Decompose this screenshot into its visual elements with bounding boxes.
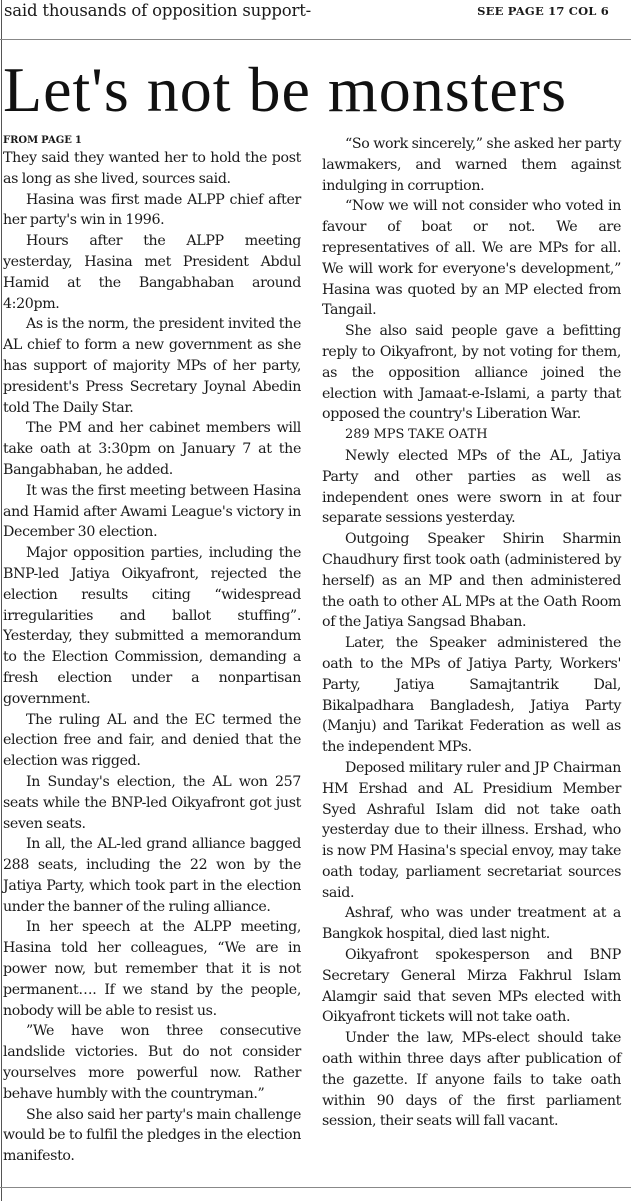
paragraph: In all, the AL-led grand alliance bagged 288 seats, including the 22 won by the Jatiya Party, which took part in the election under the banner of the ruling alliance.: [3, 836, 301, 915]
page-left-border: [1, 0, 2, 1201]
paragraph: In Sunday's election, the AL won 257 seats while the BNP-led Oikyafront got just seven seats.: [3, 773, 301, 832]
paragraph: Hours after the ALPP meeting yesterday, Hasina met President Abdul Hamid at the Bangabhaban around 4:20pm.: [3, 233, 301, 312]
paragraph: ”We have won three consecutive landslide victories. But do not consider yourselves more powerful now. Rather behave humbly with the countryman.”: [3, 1023, 301, 1102]
paragraph: Ashraf, who was under treatment at a Bangkok hospital, died last night.: [322, 905, 621, 943]
top-divider: [0, 39, 631, 40]
paragraph: In her speech at the ALPP meeting, Hasina told her colleagues, “We are in power now, but remember that it is not permanent…. If we stand by the people, nobody will be able to resist us.: [3, 919, 301, 1019]
paragraph: Newly elected MPs of the AL, Jatiya Party and other parties as well as independent ones were sworn in at four separate sessions yesterday.: [322, 447, 621, 527]
top-strip: [0, 0, 631, 28]
subheading: 289 MPS TAKE OATH: [345, 427, 488, 443]
paragraph: Later, the Speaker administered the oath to the MPs of Jatiya Party, Workers' Party, Jatiya Samajtantrik Dal, Bikalpadhara Bangladesh, Jatiya Party (Manju) and Tarikat Federation as well as the independent MPs.: [322, 635, 621, 756]
paragraph: She also said her party's main challenge would be to fulfil the pledges in the election manifesto.: [3, 1106, 301, 1165]
paragraph: She also said people gave a befitting reply to Oikyafront, by not voting for them, as the opposition alliance joined the election with Jamaat-e-Islami, a party that opposed the country's Liberation War.: [322, 323, 621, 423]
paragraph: Major opposition parties, including the BNP-led Jatiya Oikyafront, rejected the election results citing “widespread irregularities and ballot stuffing”. Yesterday, they submitted a memorandum to the Election Commission, demanding a fresh election under a nonpartisan government.: [3, 545, 301, 707]
article-column-right: [322, 134, 621, 1132]
paragraph: Under the law, MPs-elect should take oath within three days after publication of the gazette. If anyone fails to take oath within 90 days of the first parliament session, their seats will fall vacant.: [322, 1030, 621, 1130]
paragraph: “Now we will not consider who voted in favour of boat or not. We are representatives of all. We are MPs for all. We will work for everyone's development,” Hasina was quoted by an MP elected from Tangail.: [322, 198, 621, 319]
paragraph: The PM and her cabinet members will take oath at 3:30pm on January 7 at the Bangabhaban, he added.: [3, 420, 301, 478]
paragraph: Outgoing Speaker Shirin Sharmin Chaudhury first took oath (administered by herself) as an MP and then administered the oath to other AL MPs at the Oath Room of the Jatiya Sangsad Bhaban.: [322, 531, 621, 631]
article-column-left: [3, 134, 301, 1167]
paragraph: The ruling AL and the EC termed the election free and fair, and denied that the election was rigged.: [3, 711, 301, 770]
jump-line: SEE PAGE 17 COL 6: [477, 4, 609, 18]
paragraph: It was the first meeting between Hasina and Hamid after Awami League's victory in December 30 election.: [3, 482, 301, 541]
paragraph: They said they wanted her to hold the post as long as she lived, sources said.: [3, 150, 301, 187]
kicker-from-page: FROM PAGE 1: [3, 135, 82, 146]
paragraph: As is the norm, the president invited the AL chief to form a new government as she has support of majority MPs of her party, president's Press Secretary Joynal Abedin told The Daily Star.: [3, 316, 301, 416]
bottom-divider: [0, 1187, 631, 1188]
headline: Let's not be monsters: [3, 54, 567, 125]
paragraph: Hasina was first made ALPP chief after her party's win in 1996.: [3, 191, 301, 229]
paragraph: Oikyafront spokesperson and BNP Secretary General Mirza Fakhrul Islam Alamgir said that seven MPs elected with Oikyafront tickets will not take oath.: [322, 947, 621, 1026]
previous-story-continuation: said thousands of opposition support-: [4, 1, 311, 20]
paragraph: Deposed military ruler and JP Chairman HM Ershad and AL Presidium Member Syed Ashraful Islam did not take oath yesterday due to their illness. Ershad, who is now PM Hasina's special envoy, may take oath today, parliament secretariat sources said.: [322, 759, 621, 901]
paragraph: “So work sincerely,” she asked her party lawmakers, and warned them against indulging in corruption.: [322, 136, 621, 194]
